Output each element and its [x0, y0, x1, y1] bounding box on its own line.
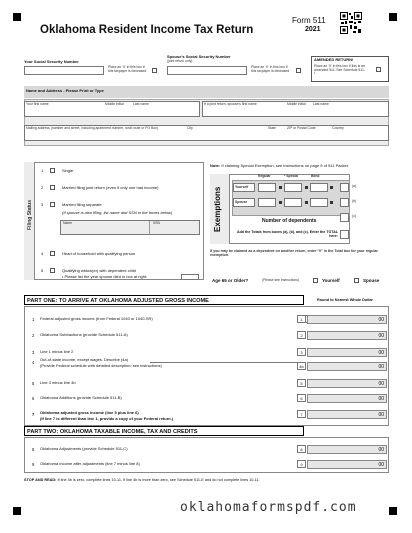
line8-num: 8 [32, 447, 35, 452]
line2-cents: 00 [378, 333, 384, 339]
exemption-total-c[interactable] [340, 213, 349, 222]
line6-text: Oklahoma Additions (provide Schedule 511-B) [40, 395, 122, 400]
line8-amount[interactable] [307, 445, 387, 454]
fs3-num: 3 [41, 202, 44, 207]
amended-note: Place an ‘X’ in this box if this is an amended 511. See Schedule 511-I. [314, 64, 365, 76]
separate-spouse-fields[interactable] [60, 220, 200, 235]
line5-text: Line 3 minus line 4b [40, 380, 76, 385]
line4b-amount[interactable] [307, 362, 387, 371]
qr-code-icon [340, 12, 362, 34]
line9-cents: 00 [378, 462, 384, 468]
line7-cents: 00 [378, 412, 384, 418]
yourself-blind-field[interactable] [310, 183, 328, 192]
spouse-deceased-checkbox[interactable] [296, 68, 301, 73]
plus-icon [279, 201, 282, 204]
exemption-total-label: Add the Totals from boxes (a), (b), and (c). Enter the TOTAL here: [236, 230, 338, 239]
spouse-last-label: Last name [313, 102, 329, 106]
tag-b: (b) [352, 199, 357, 203]
line4a-description-field[interactable] [150, 357, 300, 363]
line1-cents: 00 [378, 317, 384, 323]
line4b-cents: 00 [378, 364, 384, 370]
stop-note [24, 478, 389, 482]
line9-box: 9 [297, 460, 306, 468]
registration-mark-top-left [13, 13, 21, 21]
your-ssn-label: Your Social Security Number [24, 59, 79, 64]
plus-icon [305, 201, 308, 204]
amended-return-box [311, 56, 389, 82]
exemption-note [210, 164, 390, 169]
your-deceased-checkbox[interactable] [152, 68, 157, 73]
line9-text: Oklahoma income after adjustments (line 7 minus line 8) [40, 461, 140, 466]
filing-status-label: Filing Status [27, 200, 33, 230]
line8-cents: 00 [378, 447, 384, 453]
exemption-note-bold: Note: [210, 163, 221, 168]
separate-name-label: Name [63, 221, 73, 225]
fs5-label: Qualifying widow(er) with dependent child [62, 268, 136, 273]
fs2-checkbox[interactable] [50, 185, 55, 190]
amended-title: AMENDED RETURN! [314, 57, 354, 62]
last-name-label: Last name [133, 102, 149, 106]
watermark: oklahomaformspdf.com [180, 500, 357, 515]
your-deceased-note: Place an ‘X’ in this box if this taxpayer is deceased [108, 65, 147, 73]
fs3-checkbox[interactable] [50, 202, 55, 207]
middle-initial-label: Middle initial [105, 102, 124, 106]
spouse-middle-label: Middle initial [287, 102, 306, 106]
col-special: * Special [284, 174, 299, 178]
equals-icon [330, 201, 333, 204]
line2-box: 2 [297, 331, 306, 339]
line7-text2: (If line 7 is different than line 1, provide a copy of your Federal return.) [40, 416, 174, 421]
line8-box: 8 [297, 445, 306, 453]
state-label: State [268, 126, 276, 130]
line3-num: 3 [32, 350, 35, 355]
fs3-label: Married filing separate [62, 202, 102, 207]
line6-num: 6 [32, 396, 35, 401]
fs5-checkbox[interactable] [50, 268, 55, 273]
exemption-note-text: If claiming Special Exemption, see instructions on page 9 of 511 Packet. [221, 163, 349, 168]
line3-text: Line 1 minus line 2 [40, 349, 74, 354]
line2-amount[interactable] [307, 331, 387, 340]
first-name-label: Your first name [26, 102, 49, 106]
row-yourself-label: Yourself [235, 185, 249, 189]
yourself-regular-field[interactable] [258, 183, 276, 192]
spouse-blind-field[interactable] [310, 198, 328, 207]
plus-icon [305, 186, 308, 189]
part2-header [24, 426, 304, 436]
line4-text2: (Provide Federal schedule with detailed description; see instructions) [40, 363, 162, 368]
plus-icon [279, 186, 282, 189]
line7-num: 7 [32, 412, 35, 417]
name-address-header [24, 86, 389, 98]
line5-cents: 00 [378, 381, 384, 387]
fs5-note: • Please list the year spouse died in box at right: [62, 274, 148, 279]
line3-amount[interactable] [307, 348, 387, 357]
spouse-special-field[interactable] [284, 198, 302, 207]
spouse-ssn-field[interactable] [167, 66, 247, 75]
line6-cents: 00 [378, 396, 384, 402]
age-yourself-checkbox[interactable] [313, 278, 318, 283]
exemption-spouse-row-label [233, 198, 255, 207]
mailing-label: Mailing address (number and street, including apartment number, rural route or PO Box) [26, 126, 159, 130]
your-ssn-field[interactable] [24, 66, 104, 75]
fs4-checkbox[interactable] [50, 251, 55, 256]
age-spouse-checkbox[interactable] [354, 278, 359, 283]
country-label: Country [332, 126, 344, 130]
form-title: Oklahoma Resident Income Tax Return [40, 24, 254, 36]
fs4-label: Head of household with qualifying person [62, 251, 136, 256]
part1-title: PART ONE: TO ARRIVE AT OKLAHOMA ADJUSTED GROSS INCOME [27, 298, 209, 304]
line6-box: 6 [297, 394, 306, 402]
fs4-num: 4 [41, 251, 44, 256]
exemption-yourself-row-label [233, 183, 255, 192]
tag-c: (c) [352, 214, 356, 218]
line7-box: 7 [297, 410, 306, 418]
line3-cents: 00 [378, 350, 384, 356]
fs2-label: Married filing joint return (even if only one had income) [62, 185, 159, 190]
line4-num: 4 [32, 360, 35, 365]
line8-text: Oklahoma Adjustments (provide Schedule 511-C) [40, 446, 128, 451]
line5-amount[interactable] [307, 379, 387, 388]
registration-mark-bottom-right [389, 507, 397, 515]
part1-header [24, 295, 304, 305]
exemption-grand-total[interactable] [340, 230, 349, 239]
line1-num: 1 [32, 317, 35, 322]
stop-note-bold: STOP AND READ: [24, 478, 57, 482]
spouse-deceased-note: Place an ‘X’ in this box if this taxpayer is deceased [251, 65, 290, 73]
fs5-num: 5 [41, 268, 44, 273]
exemption-total-a[interactable] [340, 183, 349, 192]
line5-num: 5 [32, 381, 35, 386]
col-regular: Regular [258, 174, 271, 178]
fs1-checkbox[interactable] [50, 168, 55, 173]
line3-box: 3 [297, 348, 306, 356]
spouse-name-field[interactable] [202, 101, 389, 117]
age-spouse-label: Spouse [363, 278, 380, 283]
exemption-total-b[interactable] [340, 198, 349, 207]
fs1-label: Single [62, 168, 74, 173]
line9-amount[interactable] [307, 460, 387, 469]
round-note: Round to Nearest Whole Dollar [317, 298, 373, 302]
separate-ssn-label: SSN [153, 221, 160, 225]
dependent-note: If you may be claimed as a dependent on another return, enter “0” in the Total box for your regular exemption. [210, 249, 378, 257]
row-spouse-label: Spouse [235, 200, 248, 204]
line7-text: Oklahoma adjusted gross income (line 5 plus line 6) [40, 410, 139, 415]
form-number: Form 511 [292, 16, 326, 25]
spouse-regular-field[interactable] [258, 198, 276, 207]
stop-note-text: If line 4b is zero, complete lines 10-11. If line 4b is more than zero, see Schedule 511-E and do not complete lines 10-11. [57, 478, 260, 482]
line9-num: 9 [32, 462, 35, 467]
line4-text: Out-of-state income, except wages. Describe (4a) [40, 357, 129, 362]
col-blind: Blind [311, 174, 320, 178]
city-label: City [187, 126, 193, 130]
dependents-label: Number of dependents [262, 218, 317, 224]
equals-icon [330, 186, 333, 189]
exemptions-label: Exemptions [213, 186, 222, 232]
zip-label: ZIP or Postal Code [287, 126, 316, 130]
line4b-box: 4b [297, 362, 306, 370]
line1-text: Federal adjusted gross income (from Federal 1040 or 1040-SR) [40, 316, 153, 321]
yourself-special-field[interactable] [284, 183, 302, 192]
registration-mark-bottom-left [13, 507, 21, 515]
spouse-ssn-sub: (joint return only) [167, 59, 193, 63]
form-year: 2021 [305, 26, 321, 33]
spouse-first-label: If a joint return, spouse’s first name [204, 102, 257, 106]
line7-amount[interactable] [307, 410, 387, 419]
line6-amount[interactable] [307, 394, 387, 403]
age-65-question: Age 65 or Older? [212, 278, 249, 283]
part2-title: PART TWO: OKLAHOMA TAXABLE INCOME, TAX AND CREDITS [27, 429, 198, 435]
fs2-num: 2 [41, 185, 44, 190]
first-name-field[interactable] [24, 101, 200, 117]
line2-text: Oklahoma Subtractions (provide Schedule 511-A) [40, 332, 128, 337]
spouse-ssn-label: Spouse’s Social Security Number [167, 54, 231, 59]
mailing-address-field[interactable] [24, 125, 389, 141]
fs3-note: (If spouse is also filing, list name and SSN in the boxes below) [62, 210, 173, 215]
tag-a: (a) [352, 184, 357, 188]
name-address-title: Name and Address - Please Print or Type [26, 88, 104, 93]
line1-amount[interactable] [307, 315, 387, 324]
amended-checkbox[interactable] [376, 67, 381, 72]
line5-box: 5 [297, 379, 306, 387]
age-yourself-label: Yourself [322, 278, 340, 283]
registration-mark-top-right [389, 13, 397, 21]
age-65-sub: (Please see instructions) [262, 278, 300, 282]
line1-box-left: 1 [297, 315, 306, 323]
spouse-death-year-field[interactable] [181, 274, 199, 280]
fs1-num: 1 [41, 168, 44, 173]
line2-num: 2 [32, 333, 35, 338]
